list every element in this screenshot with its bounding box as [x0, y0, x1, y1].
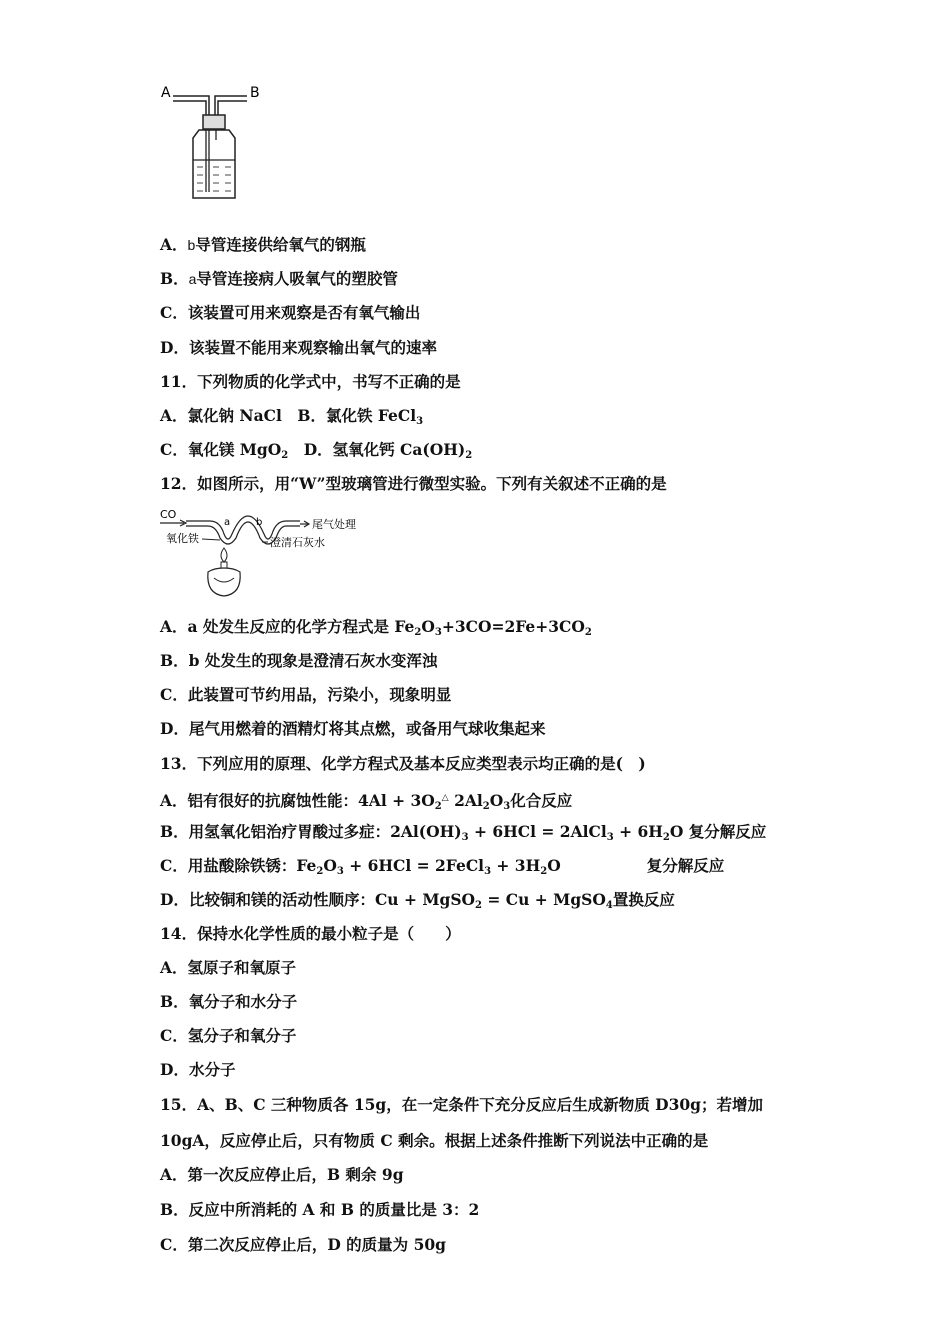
subscript: 3: [434, 627, 442, 638]
alcohol-lamp-icon: [208, 548, 240, 596]
q13-a-text: 2Al: [448, 791, 483, 810]
q12-a-text: A．a 处发生反应的化学方程式是 Fe: [160, 617, 415, 636]
label-limewater: 澄清石灰水: [270, 536, 325, 549]
option-text: 导管连接供给氧气的钢瓶: [195, 235, 366, 254]
q10-option-b: [160, 269, 398, 289]
subscript: 2: [465, 450, 473, 461]
subscript: 2: [414, 627, 422, 638]
option-marker: a: [188, 271, 197, 287]
q13-d-text: D．比较铜和镁的活动性顺序：Cu + MgSO: [160, 890, 476, 909]
label-tail-gas: 尾气处理: [312, 518, 356, 531]
option-text: 该装置可用来观察是否有氧气输出: [187, 303, 421, 322]
q14-option-d: D．水分子: [160, 1060, 236, 1079]
option-text: 该装置不能用来观察输出氧气的速率: [188, 338, 437, 357]
subscript: 3: [503, 801, 511, 812]
q10-option-a: [160, 235, 366, 255]
option-key: C．: [160, 303, 188, 322]
label-iron-oxide: 氧化铁: [166, 532, 199, 545]
q15-stem-line2: 10gA，反应停止后，只有物质 C 剩余。根据上述条件推断下列说法中正确的是: [160, 1131, 709, 1150]
w-tube-figure: [158, 506, 373, 602]
option-text: 导管连接病人吸氧气的塑胶管: [196, 269, 398, 288]
subscript: 2: [475, 900, 482, 911]
q14-option-c: C．氢分子和氧分子: [160, 1026, 297, 1045]
subscript: 3: [461, 832, 469, 843]
q11-ab-text: A．氯化钠 NaCl B．氯化铁 FeCl: [160, 406, 417, 425]
q11-options-cd: [160, 440, 472, 460]
q11-stem: 11．下列物质的化学式中，书写不正确的是: [160, 372, 461, 391]
q12-option-c: C．此装置可节约用品，污染小，现象明显: [160, 685, 452, 704]
option-key: A．: [160, 235, 188, 254]
q13-b-text: + 6HCl = 2AlCl: [468, 822, 607, 841]
q13-a-text: O: [489, 791, 504, 810]
q13-a-text: A．铝有很好的抗腐蚀性能：4Al + 3O: [160, 791, 435, 810]
q13-c-text: O: [547, 856, 561, 875]
subscript: 3: [336, 866, 344, 877]
q15-option-c: C．第二次反应停止后，D 的质量为 50g: [160, 1235, 446, 1254]
subscript: 2: [540, 866, 548, 877]
q12-a-text: +3CO=2Fe+3CO: [441, 617, 585, 636]
q12-option-a: [160, 617, 592, 637]
option-key: D．: [160, 338, 189, 357]
q10-option-c: [160, 303, 420, 323]
q13-option-d: [160, 890, 675, 910]
subscript: 4: [605, 900, 613, 911]
label-b-position: b: [256, 517, 263, 528]
subscript: 3: [606, 832, 614, 843]
q13-d-text: 置换反应: [612, 890, 675, 909]
q11-options-ab: [160, 406, 423, 426]
subscript: 2: [584, 627, 592, 638]
label-a: A: [161, 85, 171, 101]
q13-option-b: [160, 822, 766, 842]
label-b: B: [250, 85, 260, 101]
q12-stem: 12．如图所示，用“W”型玻璃管进行微型实验。下列有关叙述不正确的是: [160, 474, 667, 493]
q14-stem: 14．保持水化学性质的最小粒子是（ ）: [160, 924, 461, 943]
q10-option-d: [160, 338, 437, 358]
q13-b-text: B．用氢氧化铝治疗胃酸过多症：2Al(OH): [160, 822, 462, 841]
q13-a-text: 化合反应: [510, 791, 573, 810]
q13-c-text: + 6HCl = 2FeCl: [343, 856, 485, 875]
q12-a-text: O: [421, 617, 435, 636]
q15-stem-line1: 15．A、B、C 三种物质各 15g，在一定条件下充分反应后生成新物质 D30g；若增加: [160, 1095, 763, 1114]
q13-c-text: O: [323, 856, 337, 875]
subscript: 2: [482, 801, 490, 812]
q13-option-c: [160, 856, 724, 876]
q14-option-b: B．氧分子和水分子: [160, 992, 298, 1011]
subscript: 3: [416, 416, 424, 427]
heating-symbol: △: [441, 793, 449, 803]
subscript: 2: [316, 866, 324, 877]
q13-c-text: C．用盐酸除铁锈：Fe: [160, 856, 317, 875]
q14-option-a: A．氢原子和氧原子: [160, 958, 297, 977]
q13-option-a: [160, 788, 572, 811]
q13-b-text: O 复分解反应: [669, 822, 767, 841]
q15-option-b: B．反应中所消耗的 A 和 B 的质量比是 3：2: [160, 1200, 480, 1219]
label-co: CO: [160, 508, 177, 521]
q13-d-text: = Cu + MgSO: [482, 890, 606, 909]
q11-c-text: C．氧化镁 MgO: [160, 440, 282, 459]
q13-c-text: 复分解反应: [646, 856, 725, 875]
option-marker: b: [187, 237, 196, 253]
label-a-position: a: [224, 517, 231, 528]
subscript: 2: [281, 450, 289, 461]
subscript: 2: [434, 801, 442, 812]
q13-stem: 13．下列应用的原理、化学方程式及基本反应类型表示均正确的是( ): [160, 754, 646, 773]
option-key: B．: [160, 269, 189, 288]
q15-option-a: A．第一次反应停止后，B 剩余 9g: [160, 1165, 404, 1184]
q12-option-b: B．b 处发生的现象是澄清石灰水变浑浊: [160, 651, 438, 670]
subscript: 2: [662, 832, 670, 843]
q11-d-text: D．氢氧化钙 Ca(OH): [288, 440, 466, 459]
q13-c-text: + 3H: [491, 856, 541, 875]
q13-b-text: + 6H: [613, 822, 663, 841]
subscript: 3: [484, 866, 492, 877]
gas-bottle-figure: [155, 82, 270, 204]
q12-option-d: D．尾气用燃着的酒精灯将其点燃，或备用气球收集起来: [160, 719, 546, 738]
